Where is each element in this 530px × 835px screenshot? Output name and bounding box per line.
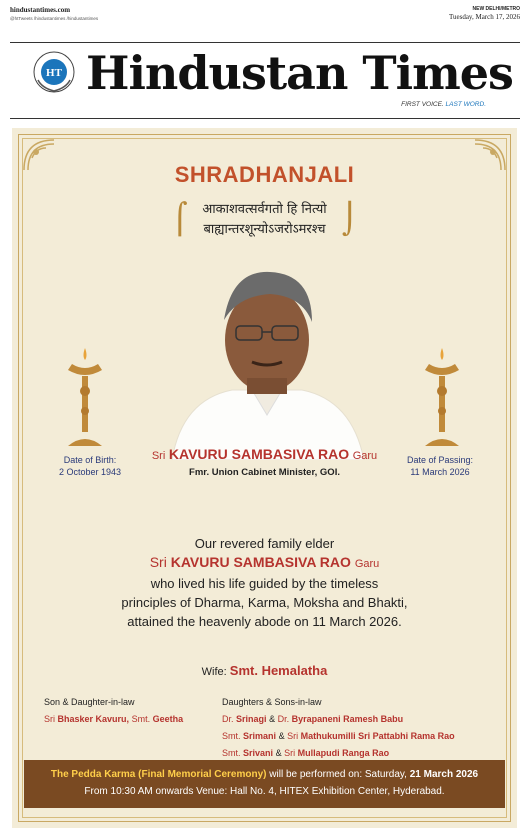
left-bracket-icon: ⌠ [172, 202, 188, 237]
daughters-header: Daughters & Sons-in-law [222, 697, 322, 707]
dop-label: Date of Passing: [406, 455, 474, 465]
msg-name-prefix: Sri [149, 554, 167, 570]
name-main: KAVURU SAMBASIVA RAO [168, 446, 350, 462]
ceremony-band [24, 760, 505, 808]
name-prefix: Smt. [222, 748, 241, 758]
top-rule [10, 42, 520, 43]
portrait-photo [152, 250, 382, 460]
msg-name [12, 553, 517, 574]
daughters-block [222, 694, 455, 762]
verse-line-1: आकाशवत्सर्वगतो हि नित्यो [202, 202, 327, 217]
edition-label: NEW DELHI/METRO [472, 6, 520, 12]
right-bracket-icon: ⌡ [342, 202, 358, 237]
daughter-name: Srivani [243, 748, 274, 758]
name-prefix: Dr. [277, 714, 290, 724]
newspaper-title[interactable]: Hindustan Times [86, 46, 513, 100]
obituary-ad [12, 128, 517, 828]
ceremony-name: The Pedda Karma (Final Memorial Ceremony) [50, 769, 267, 780]
name-prefix: Smt. [131, 714, 151, 724]
daughter-name: Srinagi [236, 714, 267, 724]
daughter-name: Srimani [243, 731, 277, 741]
msg-line-3: who lived his life guided by the timeless [150, 576, 379, 591]
name-prefix: Sri [151, 450, 166, 462]
verse-line-2: बाह्यान्तरशून्योऽजरोऽमरश्च [203, 222, 326, 237]
ceremony-date: 21 March 2026 [409, 769, 479, 780]
tribute-message [12, 534, 517, 631]
son-in-law-name: Mathukumilli Sri Pattabhi Rama Rao [300, 731, 455, 741]
wife-name: Smt. Hemalatha [229, 663, 328, 678]
masthead-rule [10, 118, 520, 119]
name-prefix: Sri [44, 714, 55, 724]
ht-emblem-icon [32, 50, 76, 94]
sons-line [44, 711, 183, 728]
joiner: & [275, 748, 282, 758]
msg-name-main: KAVURU SAMBASIVA RAO [170, 554, 351, 570]
oil-lamp-icon [60, 346, 110, 456]
dob-label: Date of Birth: [63, 455, 117, 465]
daughter-row [222, 728, 455, 745]
band-line-1 [24, 766, 505, 783]
deceased-name [12, 446, 517, 462]
masthead [0, 44, 530, 116]
daughter-in-law-name: Geetha [152, 714, 184, 724]
ceremony-text: will be performed on: Saturday, [266, 769, 410, 780]
son-in-law-name: Byrapaneni Ramesh Babu [291, 714, 404, 724]
msg-line-1: Our revered family elder [194, 536, 335, 551]
name-prefix: Sri [284, 748, 296, 758]
msg-line-4: principles of Dharma, Karma, Moksha and Bhakti, [121, 595, 408, 610]
top-bar [10, 6, 520, 40]
sanskrit-verse [12, 200, 517, 240]
band-line-2: From 10:30 AM onwards Venue: Hall No. 4, HITEX Exhibition Center, Hyderabad. [84, 786, 445, 797]
name-prefix: Dr. [222, 714, 234, 724]
dob-value: 2 October 1943 [58, 467, 122, 477]
tagline-first: FIRST VOICE. [401, 101, 444, 108]
son-in-law-name: Mullapudi Ranga Rao [297, 748, 390, 758]
joiner: & [278, 731, 285, 741]
daughter-row [222, 711, 455, 728]
msg-line-5: attained the heavenly abode on 11 March 2026. [127, 614, 402, 629]
site-url[interactable]: hindustantimes.com [10, 6, 71, 14]
msg-name-suffix: Garu [354, 558, 380, 570]
oil-lamp-icon [417, 346, 467, 456]
joiner: & [269, 714, 276, 724]
sons-header: Son & Daughter-in-law [44, 697, 135, 707]
emblem-text: HT [46, 67, 62, 79]
name-suffix: Garu [352, 450, 378, 462]
dop-value: 11 March 2026 [410, 467, 470, 477]
social-handles: @htTweets /hindustantimes /hindustantimes [10, 16, 99, 21]
issue-date: Tuesday, March 17, 2026 [448, 13, 520, 21]
ad-heading: SHRADHANJALI [174, 162, 355, 187]
name-prefix: Smt. [222, 731, 241, 741]
name-prefix: Sri [287, 731, 299, 741]
wife-line [12, 663, 517, 678]
designation: Fmr. Union Cabinet Minister, GOI. [189, 467, 340, 478]
wife-label: Wife: [201, 666, 227, 678]
tagline-last: LAST WORD. [445, 101, 486, 108]
sons-block [44, 694, 183, 728]
son-name: Bhasker Kavuru, [57, 714, 130, 724]
tagline [401, 101, 486, 108]
